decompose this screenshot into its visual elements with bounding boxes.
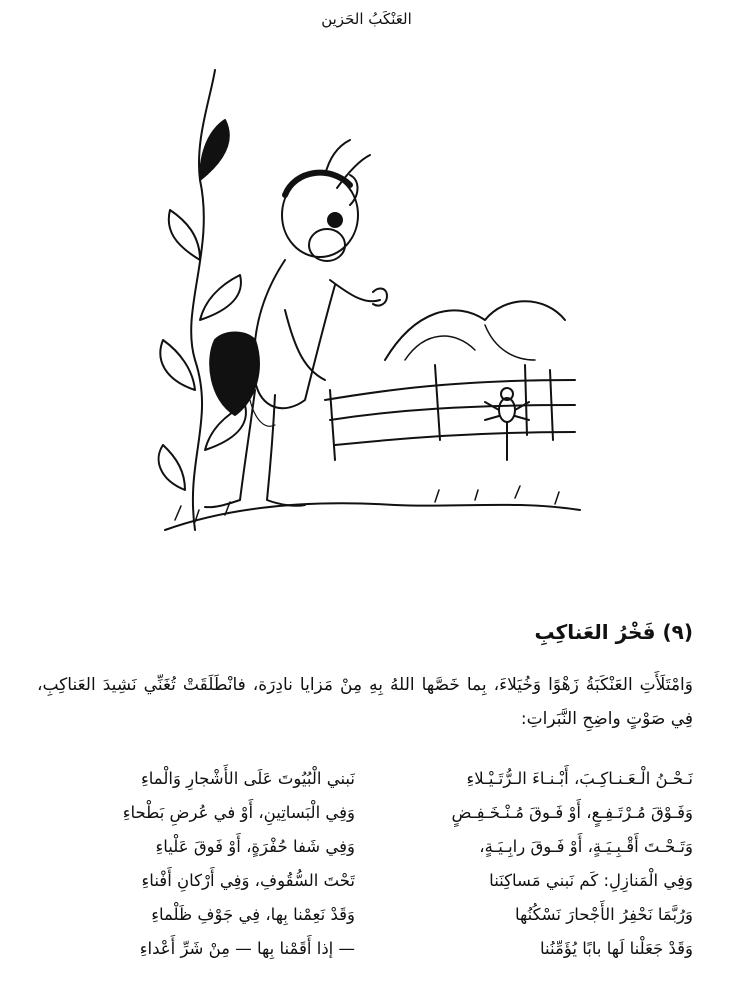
verse-second-half: نَبني الْبُيُوتَ عَلَى الأَشْجارِ وَالْماءِ [141, 769, 355, 788]
verse-first-half: وَفِي الْمَنازِلِ: كَم نَبني مَساكِنَنا [489, 871, 693, 890]
verse-second-half: وَفِي الْبَساتِينِ، أَوْ في عُرضِ بَطْحاءِ [122, 803, 355, 822]
verse-first-half: وَفَـوْقَ مُـرْتَـفِـعٍ، أَوْ فَـوقَ مُـنْـخَـفِـضٍ [451, 803, 693, 822]
verse-second-half: تَحْتَ السُّقُوفِ، وَفِي أَرْكانِ أَفْناءِ [141, 871, 355, 890]
verse-second-half: وَفِي شَفا حُفْرَةٍ، أَوْ فَوقَ عَلْياءِ [155, 837, 355, 856]
poem-verse [37, 762, 693, 796]
verse-first-half: نَـحْـنُ الْـعَـنـاكِـبَ، أَبْـنـاءَ الـرُّتَـيْـلاءِ [466, 769, 693, 788]
running-header: العَنْكَبُ الحَزين [321, 10, 412, 28]
verse-second-half: — إذا أَقَمْنا بِها — مِنْ شَرِّ أَعْداءِ [139, 939, 355, 958]
poem-verse [37, 796, 693, 830]
poem-verse [37, 898, 693, 932]
verse-first-half: وَقَدْ جَعَلْنا لَها بابًا يُؤَمِّنُنا [540, 939, 693, 958]
poem-verse [37, 932, 693, 966]
verse-first-half: وَرُبَّمَا نَحْفِرُ الأَجْحارَ نَسْكُنُها [514, 905, 693, 924]
verse-second-half: وَقَدْ نَعِمْنا بِها، فِي جَوْفِ ظَلْماءِ [151, 905, 355, 924]
verse-first-half: وَتَـحْـتَ أَقْـبِـيَـةٍ، أَوْ فَـوقَ رابِـيَـةٍ، [479, 837, 693, 856]
poem-verse [37, 830, 693, 864]
illustration-spider-and-fence [155, 60, 585, 540]
poem-verse [37, 864, 693, 898]
chapter-heading: (٩) فَخْرُ العَناكِبِ [534, 620, 693, 644]
poem [37, 762, 693, 966]
intro-paragraph: وَامْتَلَأَتِ العَنْكَبَةُ زَهْوًا وَخُيَلاءَ، بِما خَصَّها اللهُ بِهِ مِنْ مَزايا نادِرَة، فانْطَلَقَتْ تُغَنِّي نَشِيدَ العَناكِبِ، فِي صَوْتٍ واضِحِ النَّبَراتِ: [37, 675, 693, 729]
